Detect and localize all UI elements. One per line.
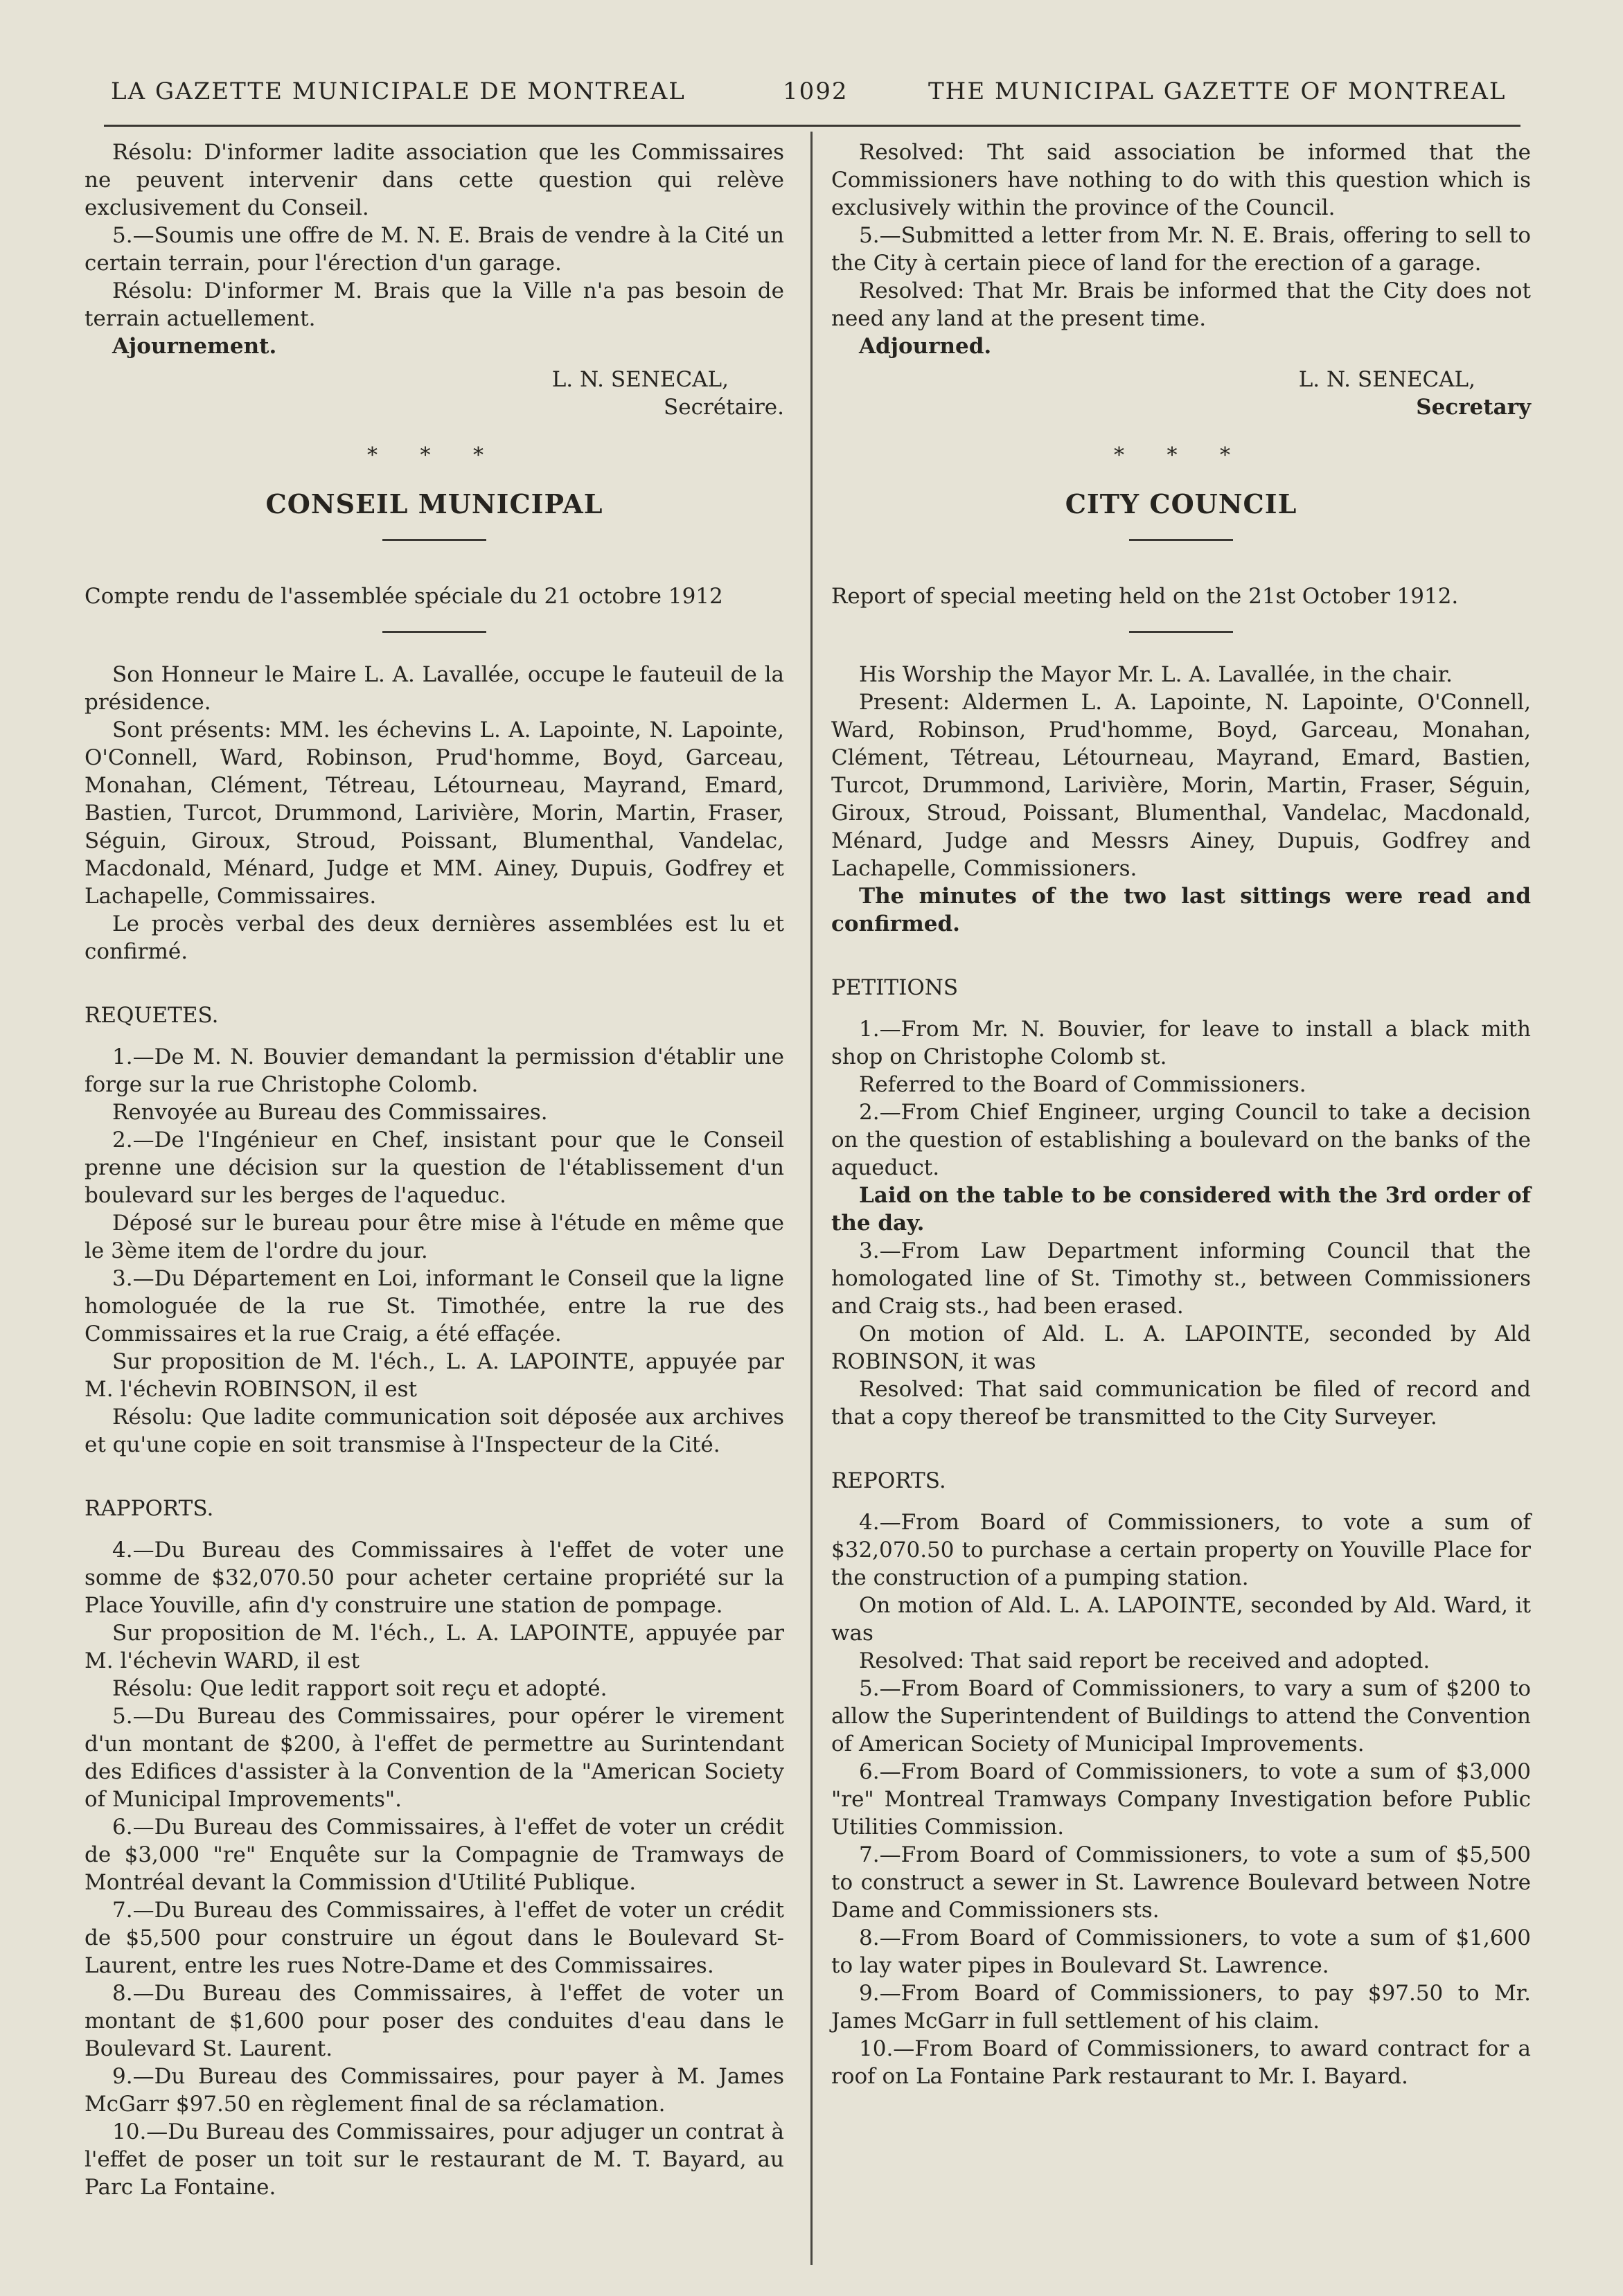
en-petition-3-resolution: Resolved: That said communication be filed of record and that a copy thereof be transmitted to the City Surveyer. (831, 1377, 1531, 1430)
en-heading-petitions: PETITIONS (831, 975, 959, 1000)
en-report-9: 9.—From Board of Commissioners, to pay $97.50 to Mr. James McGarr in full settlement of his claim. (831, 1981, 1531, 2034)
en-report-10: 10.—From Board of Commissioners, to award contract for a roof on La Fontaine Park restaurant to Mr. I. Bayard. (831, 2036, 1531, 2089)
fr-report-8: 8.—Du Bureau des Commissaires, à l'effet de voter un montant de $1,600 pour poser des conduites d'eau dans le Boulevard St. Laurent. (85, 1981, 784, 2061)
en-adjournment: Adjourned. (859, 334, 992, 359)
fr-signature-name: L. N. SENECAL, (551, 367, 729, 392)
en-petition-1: 1.—From Mr. N. Bouvier, for leave to install a black mith shop on Christophe Colomb st. (831, 1017, 1531, 1069)
fr-request-3: 3.—Du Département en Loi, informant le Conseil que la ligne homologuée de la rue St. Timothée, entre la rue des Commissaires et la rue Craig, a été effaçée. (85, 1266, 784, 1346)
fr-signature (85, 366, 784, 421)
en-report-4-resolution: Resolved: That said report be received and adopted. (859, 1648, 1430, 1673)
header-english-title: THE MUNICIPAL GAZETTE OF MONTREAL (928, 78, 1507, 105)
fr-title-rule (382, 539, 486, 541)
fr-report-rule (382, 631, 486, 633)
fr-request-2: 2.—De l'Ingénieur en Chef, insistant pour que le Conseil prenne une décision sur la question de l'établissement d'un boulevard sur les berges de l'aqueduc. (85, 1128, 784, 1208)
fr-section-title: CONSEIL MUNICIPAL (265, 488, 603, 519)
en-signature-name: L. N. SENECAL, (1298, 367, 1475, 392)
fr-resolution-brais: Résolu: D'informer M. Brais que la Ville n'a pas besoin de terrain actuellement. (85, 278, 784, 331)
fr-chair: Son Honneur le Maire L. A. Lavallée, occupe le fauteuil de la présidence. (85, 662, 784, 715)
page-number: 1092 (783, 78, 849, 105)
en-section-title: CITY COUNCIL (1065, 488, 1297, 519)
en-title-rule (1129, 539, 1233, 541)
en-chair: His Worship the Mayor Mr. L. A. Lavallée, in the chair. (859, 662, 1453, 687)
fr-request-3-resolution: Résolu: Que ladite communication soit déposée aux archives et qu'une copie en soit transmise à l'Inspecteur de la Cité. (85, 1405, 784, 1457)
fr-heading-requests: REQUETES. (85, 1003, 219, 1028)
fr-request-1-action: Renvoyée au Bureau des Commissaires. (112, 1100, 548, 1125)
fr-report-9: 9.—Du Bureau des Commissaires, pour payer à M. James McGarr $97.50 en règlement final de sa réclamation. (85, 2064, 784, 2117)
en-report-line: Report of special meeting held on the 21st October 1912. (831, 584, 1459, 609)
french-column (85, 139, 784, 2201)
fr-report-4-motion: Sur proposition de M. l'éch., L. A. LAPOINTE, appuyée par M. l'échevin WARD, il est (85, 1621, 784, 1673)
fr-request-1: 1.—De M. N. Bouvier demandant la permission d'établir une forge sur la rue Christophe Colomb. (85, 1044, 784, 1097)
en-present: Present: Aldermen L. A. Lapointe, N. Lapointe, O'Connell, Ward, Robinson, Prud'homme, Boyd, Garceau, Monahan, Clément, Tétreau, Létourneau, Mayrand, Emard, Bastien, Turcot, Drummond, Larivière, Morin, Martin, Fraser, Séguin, Giroux, Stroud, Poissant, Blumenthal, Vandelac, Macdonald, Ménard, Judge and Messrs Ainey, Dupuis, Godfrey and Lachapelle, Commissioners. (831, 690, 1531, 881)
en-signature (831, 366, 1531, 421)
en-petition-2: 2.—From Chief Engineer, urging Council to take a decision on the question of establishing a boulevard on the banks of the aqueduct. (831, 1100, 1531, 1180)
fr-signature-title: Secrétaire. (664, 395, 784, 420)
en-petition-1-action: Referred to the Board of Commissioners. (859, 1072, 1306, 1097)
fr-item-5-brais: 5.—Soumis une offre de M. N. E. Brais de vendre à la Cité un certain terrain, pour l'érection d'un garage. (85, 223, 784, 276)
fr-section-stars: * * * (366, 443, 502, 468)
fr-report-line: Compte rendu de l'assemblée spéciale du 21 octobre 1912 (85, 584, 723, 609)
header-rule (104, 125, 1520, 127)
en-petition-3: 3.—From Law Department informing Council that the homologated line of St. Timothy st., between Commissioners and Craig sts., had been erased. (831, 1238, 1531, 1319)
en-report-4-motion: On motion of Ald. L. A. LAPOINTE, seconded by Ald. Ward, it was (831, 1593, 1531, 1646)
en-report-5: 5.—From Board of Commissioners, to vary a sum of $200 to allow the Superintendent of Buildings to attend the Convention of American Society of Municipal Improvements. (831, 1676, 1531, 1756)
fr-report-7: 7.—Du Bureau des Commissaires, à l'effet de voter un crédit de $5,500 pour construire un égout dans le Boulevard St-Laurent, entre les rues Notre-Dame et des Commissaires. (85, 1898, 784, 1978)
en-report-4: 4.—From Board of Commissioners, to vote a sum of $32,070.50 to purchase a certain property on Youville Place for the construction of a pumping station. (831, 1510, 1531, 1590)
fr-heading-reports: RAPPORTS. (85, 1496, 214, 1521)
fr-report-10: 10.—Du Bureau des Commissaires, pour adjuger un contrat à l'effet de poser un toit sur le restaurant de M. T. Bayard, au Parc La Fontaine. (85, 2119, 784, 2200)
fr-report-4-resolution: Résolu: Que ledit rapport soit reçu et adopté. (112, 1676, 607, 1701)
fr-report-6: 6.—Du Bureau des Commissaires, à l'effet de voter un crédit de $3,000 "re" Enquête sur la Compagnie de Tramways de Montréal devant la Commission d'Utilité Publique. (85, 1815, 784, 1895)
fr-minutes: Le procès verbal des deux dernières assemblées est lu et confirmé. (85, 911, 784, 964)
en-report-rule (1129, 631, 1233, 633)
en-report-7: 7.—From Board of Commissioners, to vote a sum of $5,500 to construct a sewer in St. Lawrence Boulevard between Notre Dame and Commissioners sts. (831, 1842, 1531, 1923)
header-french-title: LA GAZETTE MUNICIPALE DE MONTREAL (111, 78, 686, 105)
fr-adjournment: Ajournement. (112, 334, 277, 359)
fr-report-5: 5.—Du Bureau des Commissaires, pour opérer le virement d'un montant de $200, à l'effet de permettre au Surintendant des Edifices d'assister à la Convention de la "American Society of Municipal Improvements". (85, 1704, 784, 1812)
fr-request-3-motion: Sur proposition de M. l'éch., L. A. LAPOINTE, appuyée par M. l'échevin ROBINSON, il est (85, 1349, 784, 1402)
fr-report-4: 4.—Du Bureau des Commissaires à l'effet de voter une somme de $32,070.50 pour acheter certaine propriété sur la Place Youville, afin d'y construire une station de pompage. (85, 1538, 784, 1618)
fr-present: Sont présents: MM. les échevins L. A. Lapointe, N. Lapointe, O'Connell, Ward, Robinson, Prud'homme, Boyd, Garceau, Monahan, Clément, Tétreau, Létourneau, Mayrand, Emard, Bastien, Turcot, Drummond, Larivière, Morin, Martin, Fraser, Séguin, Giroux, Stroud, Poissant, Blumenthal, Vandelac, Macdonald, Ménard, Judge et MM. Ainey, Dupuis, Godfrey et Lachapelle, Commissaires. (85, 718, 784, 909)
en-signature-title: Secretary (1416, 395, 1531, 420)
fr-resolution-association: Résolu: D'informer ladite association que les Commissaires ne peuvent intervenir dans cette question qui relève exclusivement du Conseil. (85, 140, 784, 220)
en-report-6: 6.—From Board of Commissioners, to vote a sum of $3,000 "re" Montreal Tramways Company Investigation before Public Utilities Commission. (831, 1759, 1531, 1840)
en-resolution-association: Resolved: Tht said association be informed that the Commissioners have nothing to do with this question which is exclusively within the province of the Council. (831, 140, 1531, 220)
en-section-stars: * * * (1113, 443, 1249, 468)
en-heading-reports: REPORTS. (831, 1468, 946, 1493)
en-report-8: 8.—From Board of Commissioners, to vote a sum of $1,600 to lay water pipes in Boulevard St. Lawrence. (831, 1925, 1531, 1978)
english-column (831, 139, 1531, 2090)
fr-request-2-action: Déposé sur le bureau pour être mise à l'étude en même que le 3ème item de l'ordre du jour. (85, 1211, 784, 1263)
en-petition-2-action: Laid on the table to be considered with the 3rd order of the day. (831, 1183, 1531, 1236)
en-item-5-brais: 5.—Submitted a letter from Mr. N. E. Brais, offering to sell to the City à certain piece of land for the erection of a garage. (831, 223, 1531, 276)
en-resolution-brais: Resolved: That Mr. Brais be informed that the City does not need any land at the present time. (831, 278, 1531, 331)
en-minutes: The minutes of the two last sittings were read and confirmed. (831, 884, 1531, 936)
column-divider (810, 132, 813, 2265)
en-petition-3-motion: On motion of Ald. L. A. LAPOINTE, seconded by Ald ROBINSON, it was (831, 1321, 1531, 1374)
